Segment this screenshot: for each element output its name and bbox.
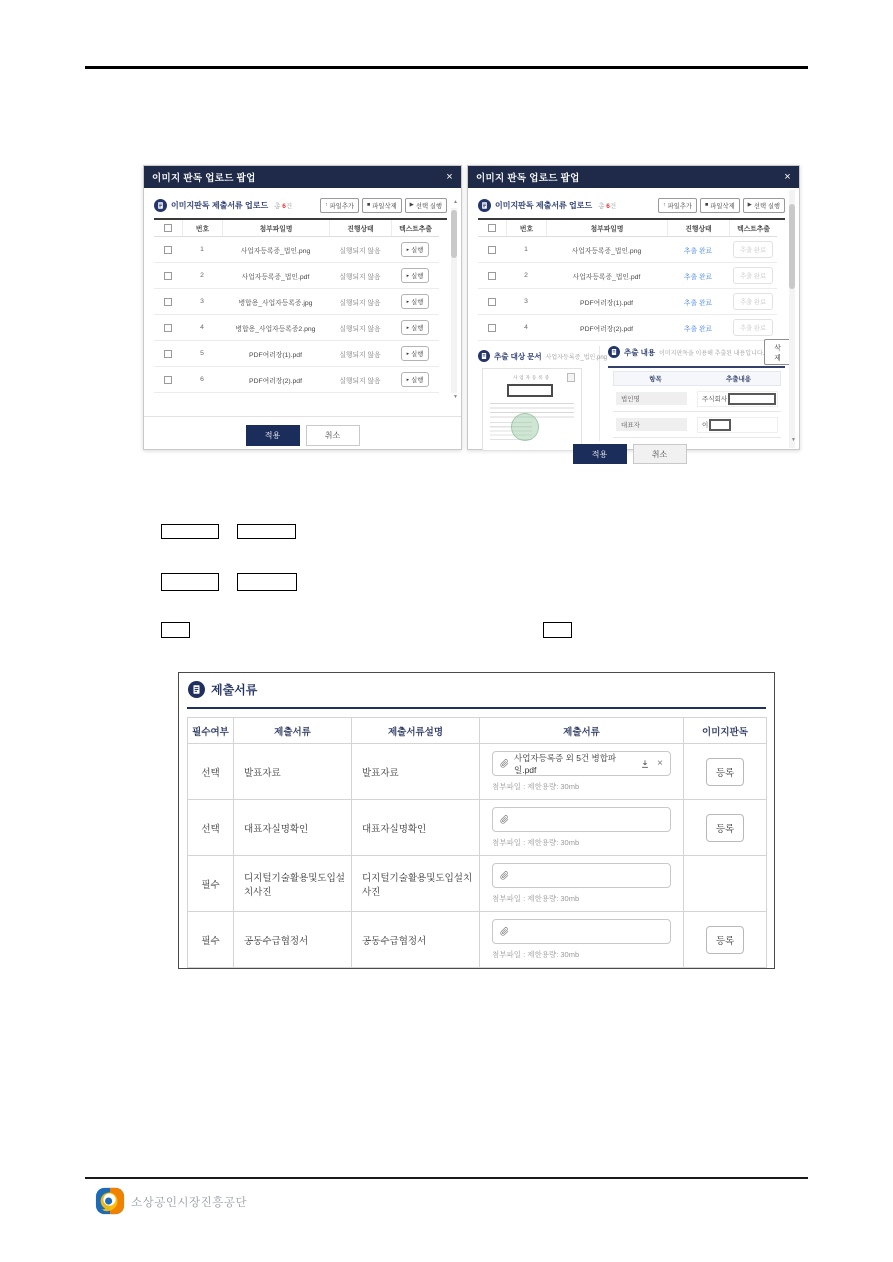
col-no: 번호	[182, 220, 222, 236]
left-upload-popup	[143, 165, 462, 450]
delete-file-button[interactable]: ■ 파일삭제	[362, 198, 402, 213]
section-title: 이미지판독 제출서류 업로드	[171, 200, 269, 210]
table-row	[188, 800, 767, 856]
extract-value: 주식회사	[697, 391, 778, 407]
run-button[interactable]: ▸ 실행	[401, 242, 430, 257]
row-status: 실행되지 않음	[339, 273, 381, 281]
divider	[144, 416, 461, 417]
document-circle-icon	[188, 681, 205, 698]
extract-done-button[interactable]: 추출 완료	[733, 267, 773, 284]
extract-table	[613, 371, 781, 438]
col-filename: 첨부파일명	[222, 220, 329, 236]
redaction-box	[728, 393, 776, 405]
row-checkbox[interactable]	[164, 324, 172, 332]
footer-rule	[85, 1177, 808, 1179]
row-filename: 사업자등록증_법인.png	[571, 247, 642, 255]
org-name: 소상공인시장진흥공단	[131, 1197, 248, 1209]
popup-body	[468, 188, 799, 459]
file-row	[154, 237, 439, 263]
col-required: 필수여부	[188, 718, 234, 744]
doc-desc: 디지털기술활용및도입설치사진	[352, 856, 480, 912]
table-row	[188, 856, 767, 912]
download-icon[interactable]	[640, 759, 650, 769]
row-status: 추출 완료	[683, 247, 713, 255]
redaction-box	[237, 524, 296, 539]
scrollbar-track[interactable]	[451, 208, 457, 393]
extract-done-button[interactable]: 추출 완료	[733, 319, 773, 336]
register-button[interactable]: 등록	[706, 814, 744, 842]
redaction-box	[161, 524, 219, 539]
file-row	[154, 289, 439, 315]
row-number: 1	[200, 246, 204, 253]
select-all-checkbox[interactable]	[488, 224, 496, 232]
file-row	[478, 263, 777, 289]
row-number: 2	[200, 272, 204, 279]
file-row	[478, 289, 777, 315]
required-flag: 선택	[188, 800, 234, 856]
col-image-read: 이미지판독	[684, 718, 767, 744]
extract-title: 추출 내용	[624, 347, 656, 357]
file-row	[478, 315, 777, 341]
table-header	[478, 220, 777, 237]
attach-note: 첨부파일 : 제한용량: 30mb	[492, 838, 580, 847]
file-row	[154, 315, 439, 341]
add-file-button[interactable]: ↑ 파일추가	[658, 198, 697, 213]
row-checkbox[interactable]	[488, 246, 496, 254]
row-status: 추출 완료	[683, 273, 713, 281]
extract-desc: 이미지판독을 이용해 추출된 내용입니다.	[659, 350, 765, 357]
redaction-box	[161, 573, 219, 591]
run-icon: ▸	[406, 272, 410, 279]
popup-body	[144, 188, 461, 451]
file-input[interactable]	[492, 751, 671, 776]
document-circle-icon	[478, 350, 490, 362]
required-flag: 필수	[188, 912, 234, 968]
file-count: 총 6건	[274, 202, 293, 210]
register-button[interactable]: 등록	[706, 758, 744, 786]
delete-file-button[interactable]: ■ 파일삭제	[700, 198, 740, 213]
col-status: 진행상태	[667, 220, 729, 236]
row-checkbox[interactable]	[164, 298, 172, 306]
run-button[interactable]: ▸ 실행	[401, 268, 430, 283]
col-no: 번호	[506, 220, 546, 236]
redaction-box	[237, 573, 297, 591]
row-filename: PDF여러장(1).pdf	[580, 299, 633, 307]
seal-stamp	[511, 413, 539, 441]
add-file-button[interactable]: ↑ 파일추가	[320, 198, 359, 213]
row-checkbox[interactable]	[488, 324, 496, 332]
row-filename: 사업자등록증_법인.png	[240, 247, 311, 255]
scroll-up-icon[interactable]: ▲	[453, 199, 458, 205]
run-selected-button[interactable]: ▶ 선택 실행	[743, 198, 785, 213]
scrollbar-track[interactable]	[789, 190, 795, 448]
extract-item-label: 법인명	[616, 392, 687, 405]
file-count: 총 6건	[598, 202, 617, 210]
section-underline	[187, 707, 766, 709]
scrollbar-thumb[interactable]	[789, 204, 795, 289]
row-filename: 사업자등록증_법인.pdf	[572, 273, 641, 281]
table-row	[188, 912, 767, 968]
play-icon: ▶	[409, 202, 414, 208]
popup-titlebar	[144, 166, 461, 188]
document-circle-icon	[478, 199, 491, 212]
attach-note: 첨부파일 : 제한용량: 30mb	[492, 894, 580, 903]
preview-doc-title: 사업자등록증	[512, 375, 552, 380]
run-selected-button[interactable]: ▶ 선택 실행	[405, 198, 447, 213]
required-flag: 선택	[188, 744, 234, 800]
paperclip-icon	[500, 759, 509, 768]
row-filename: PDF여러장(2).pdf	[580, 325, 633, 333]
redaction-box	[709, 419, 731, 431]
row-checkbox[interactable]	[164, 246, 172, 254]
doc-desc: 대표자실명확인	[352, 800, 480, 856]
row-status: 실행되지 않음	[339, 247, 381, 255]
divider	[608, 366, 785, 368]
table-header-row	[188, 718, 767, 744]
row-checkbox[interactable]	[164, 376, 172, 384]
popup-titlebar	[468, 166, 799, 188]
select-all-checkbox[interactable]	[164, 224, 172, 232]
col-extract: 텍스트추출	[391, 220, 439, 236]
run-button[interactable]: ▸ 실행	[401, 346, 430, 361]
row-status: 추출 완료	[683, 325, 713, 333]
org-logo-icon	[95, 1186, 125, 1216]
redaction-box	[507, 384, 553, 397]
doc-name: 발표자료	[234, 744, 352, 800]
scroll-down-icon[interactable]: ▼	[453, 394, 458, 400]
row-number: 3	[524, 298, 528, 305]
run-button[interactable]: ▸ 실행	[401, 372, 430, 387]
run-button[interactable]: ▸ 실행	[401, 294, 430, 309]
attach-note: 첨부파일 : 제한용량: 30mb	[492, 782, 580, 791]
row-checkbox[interactable]	[164, 350, 172, 358]
attached-file-name: 사업자등록증 외 5건 병합파일.pdf	[514, 752, 617, 775]
row-status: 추출 완료	[683, 299, 713, 307]
submission-section	[178, 672, 775, 969]
document-circle-icon	[154, 199, 167, 212]
row-status: 실행되지 않음	[339, 351, 381, 359]
play-icon: ▶	[747, 202, 752, 208]
paperclip-icon	[500, 871, 509, 880]
row-number: 5	[200, 350, 204, 357]
row-status: 실행되지 않음	[339, 377, 381, 385]
row-filename: 사업자등록증_법인.pdf	[241, 273, 310, 281]
run-icon: ▸	[406, 376, 410, 383]
row-filename: 병합용_사업자등록증2.png	[235, 325, 316, 333]
popup-title: 이미지 판독 업로드 팝업	[476, 173, 580, 184]
row-number: 2	[524, 272, 528, 279]
submission-table	[187, 717, 767, 968]
file-input[interactable]	[492, 863, 671, 888]
apply-button[interactable]: 적용	[573, 444, 627, 464]
right-upload-popup	[467, 165, 800, 459]
apply-button[interactable]: 적용	[246, 425, 300, 446]
row-number: 4	[200, 324, 204, 331]
required-flag: 필수	[188, 856, 234, 912]
file-row	[154, 341, 439, 367]
row-number: 1	[524, 246, 528, 253]
empty-cell	[684, 856, 767, 912]
paperclip-icon	[500, 815, 509, 824]
row-filename: PDF여러장(2).pdf	[249, 377, 302, 385]
file-row	[478, 237, 777, 263]
delete-icon: ■	[705, 202, 709, 208]
close-icon[interactable]: ×	[446, 170, 453, 183]
scroll-down-icon[interactable]: ▼	[791, 437, 796, 443]
extract-row	[613, 386, 781, 412]
table-row	[188, 744, 767, 800]
col-content: 추출내용	[725, 376, 752, 383]
file-input[interactable]	[492, 807, 671, 832]
row-number: 3	[200, 298, 204, 305]
col-status: 진행상태	[329, 220, 391, 236]
scrollbar-thumb[interactable]	[451, 210, 457, 258]
file-row	[154, 263, 439, 289]
extract-done-button[interactable]: 추출 완료	[733, 293, 773, 310]
remove-file-icon[interactable]: ×	[657, 758, 663, 769]
target-doc-title: 추출 대상 문서	[494, 351, 542, 361]
col-item: 항목	[649, 376, 662, 383]
run-icon: ▸	[406, 298, 410, 305]
upload-icon: ↑	[324, 202, 328, 208]
extract-done-button[interactable]: 추출 완료	[733, 241, 773, 258]
redaction-box	[543, 622, 572, 638]
run-icon: ▸	[406, 350, 410, 357]
top-rule	[85, 66, 808, 69]
extract-item-label: 대표자	[616, 418, 687, 431]
run-icon: ▸	[406, 324, 410, 331]
row-checkbox[interactable]	[164, 272, 172, 280]
row-filename: PDF여러장(1).pdf	[249, 351, 302, 359]
target-doc-preview	[482, 368, 582, 451]
close-icon[interactable]: ×	[784, 170, 791, 183]
col-doc: 제출서류	[234, 718, 352, 744]
col-doc-desc: 제출서류설명	[352, 718, 480, 744]
doc-desc: 공동수급협정서	[352, 912, 480, 968]
doc-desc: 발표자료	[352, 744, 480, 800]
file-row	[154, 367, 439, 393]
doc-name: 공동수급협정서	[234, 912, 352, 968]
col-doc-file: 제출서류	[480, 718, 684, 744]
paperclip-icon	[500, 927, 509, 936]
extract-value: 이	[697, 417, 778, 433]
col-extract: 텍스트추출	[729, 220, 777, 236]
cancel-button[interactable]: 취소	[633, 444, 687, 464]
run-button[interactable]: ▸ 실행	[401, 320, 430, 335]
row-status: 실행되지 않음	[339, 299, 381, 307]
run-icon: ▸	[406, 246, 410, 253]
file-input[interactable]	[492, 919, 671, 944]
row-checkbox[interactable]	[488, 298, 496, 306]
section-title: 제출서류	[211, 683, 258, 697]
delete-icon: ■	[367, 202, 371, 208]
popup-title: 이미지 판독 업로드 팝업	[152, 173, 256, 184]
document-circle-icon	[608, 346, 620, 358]
register-button[interactable]: 등록	[706, 926, 744, 954]
redaction-box	[161, 622, 190, 638]
cancel-button[interactable]: 취소	[306, 425, 360, 446]
extract-row	[613, 412, 781, 438]
row-checkbox[interactable]	[488, 272, 496, 280]
attach-note: 첨부파일 : 제한용량: 30mb	[492, 950, 580, 959]
upload-icon: ↑	[662, 202, 666, 208]
target-doc-filename: 사업자등록증_법인.png	[545, 354, 608, 361]
row-number: 4	[524, 324, 528, 331]
row-status: 실행되지 않음	[339, 325, 381, 333]
table-header	[154, 220, 439, 237]
col-filename: 첨부파일명	[546, 220, 667, 236]
doc-name: 대표자실명확인	[234, 800, 352, 856]
delete-button[interactable]: 삭제	[764, 339, 791, 365]
row-filename: 병합용_사업자등록증.jpg	[238, 299, 313, 307]
doc-name: 디지털기술활용및도입설치사진	[234, 856, 352, 912]
section-title: 이미지판독 제출서류 업로드	[495, 200, 593, 210]
row-number: 6	[200, 376, 204, 383]
